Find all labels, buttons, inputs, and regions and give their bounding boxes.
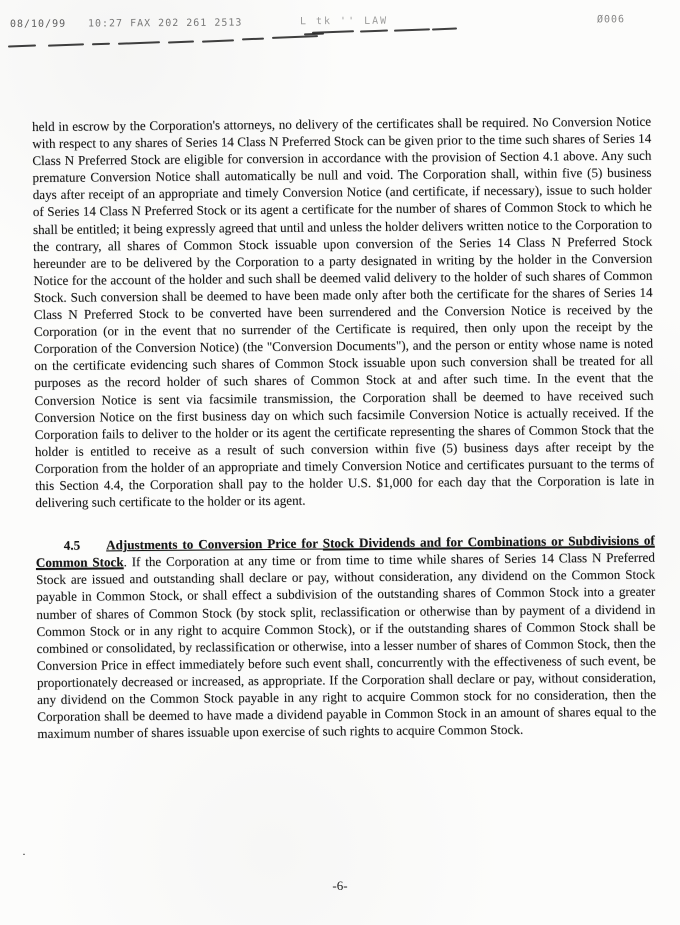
section-heading-part2: Stock Dividends and for Combinations or Subdivisions of Common Stock — [35, 532, 655, 571]
stray-toner-dot: · — [22, 847, 26, 861]
page-number: -6- — [332, 878, 348, 893]
fax-garbled-text: L tk '' LAW — [299, 15, 389, 28]
document-body — [32, 113, 656, 743]
section-body: . If the Corporation at any time or from time to time while shares of Series 14 Class N Preferred Stock are issued and outstanding shall declare or pay, without consideration, any dividend on the Common Stock payable in Common Stock, or shall effect a subdivision of the outstanding shares of Common Stock into a greater number of shares of Common Stock (by stock split, reclassification or otherwise than by payment of a dividend in Common Stock or in any right to acquire Common Stock), or if the outstanding shares of Common Stock shall be combined or consolidated, by reclassification or otherwise, into a lesser number of shares of Common Stock, then the Conversion Price in effect immediately before such event shall, concurrently with the effectiveness of such event, be proportionately decreased or increased, as appropriate. If the Corporation shall declare or pay, without consideration, any dividend on the Common Stock payable in any right to acquire Common stock for no consideration, then the Corporation shall be deemed to have made a dividend payable in Common Stock in an amount of shares equal to the maximum number of shares issuable upon exercise of such rights to acquire Common Stock. — [35, 549, 657, 742]
section-number: 4.5 — [63, 537, 81, 553]
paragraph-conversion-procedure: held in escrow by the Corporation's attorneys, no delivery of the certificates shall be required. No Conversion Notice with respect to any shares of Series 14 Class N Preferred Stock can be given prior to the time such shares of Series 14 Class N Preferred Stock are eligible for conversion in accordance with the provision of Section 4.1 above. Any such premature Conversion Notice shall automatically be null and void. The Corporation shall, within five (5) business days after receipt of an appropriate and timely Conversion Notice (and certificate, if necessary), issue to such holder of Series 14 Class N Preferred Stock or its agent a certificate for the number of shares of Common Stock to which he shall be entitled; it being expressly agreed that until and unless the holder delivers written notice to the Corporation to the contrary, all shares of Common Stock issuable upon conversion of the Series 14 Class N Preferred Stock hereunder are to be delivered by the Corporation to a party designated in writing by the holder in the Conversion Notice for the account of the holder and such shall be deemed valid delivery to the holder of such shares of Common Stock. Such conversion shall be deemed to have been made only after both the certificate for the shares of Series 14 Class N Preferred Stock to be converted have been surrendered and the Conversion Notice is received by the Corporation (or in the event that no surrender of the Certificate is required, then only upon the receipt by the Corporation of the Conversion Notice) (the "Conversion Documents"), and the person or entity whose name is noted on the certificate evidencing such shares of Common Stock issuable upon such conversion shall be treated for all purposes as the record holder of such shares of Common Stock at and after such time. In the event that the Conversion Notice is sent via facsimile transmission, the Corporation shall be deemed to have received such Conversion Notice on the first business day on which such facsimile Conversion Notice is actually received. If the Corporation fails to deliver to the holder or its agent the certificate representing the shares of Common Stock that the holder is entitled to receive as a result of such conversion within five (5) business days after receipt by the Corporation from the holder of an appropriate and timely Conversion Notice and certificates pursuant to the terms of this Section 4.4, the Corporation shall pay to the holder U.S. $1,000 for each day that the Corporation is late in delivering such certificate to the holder or its agent. — [32, 113, 655, 511]
section-heading-part1: Adjustments to Conversion Price for — [106, 535, 323, 553]
fax-date: 08/10/99 — [9, 18, 67, 31]
fax-page-stamp: Ø006 — [596, 14, 626, 26]
fax-transmission-info: 10:27 FAX 202 261 2513 — [87, 17, 243, 30]
paragraph-section-4-5 — [36, 532, 657, 743]
